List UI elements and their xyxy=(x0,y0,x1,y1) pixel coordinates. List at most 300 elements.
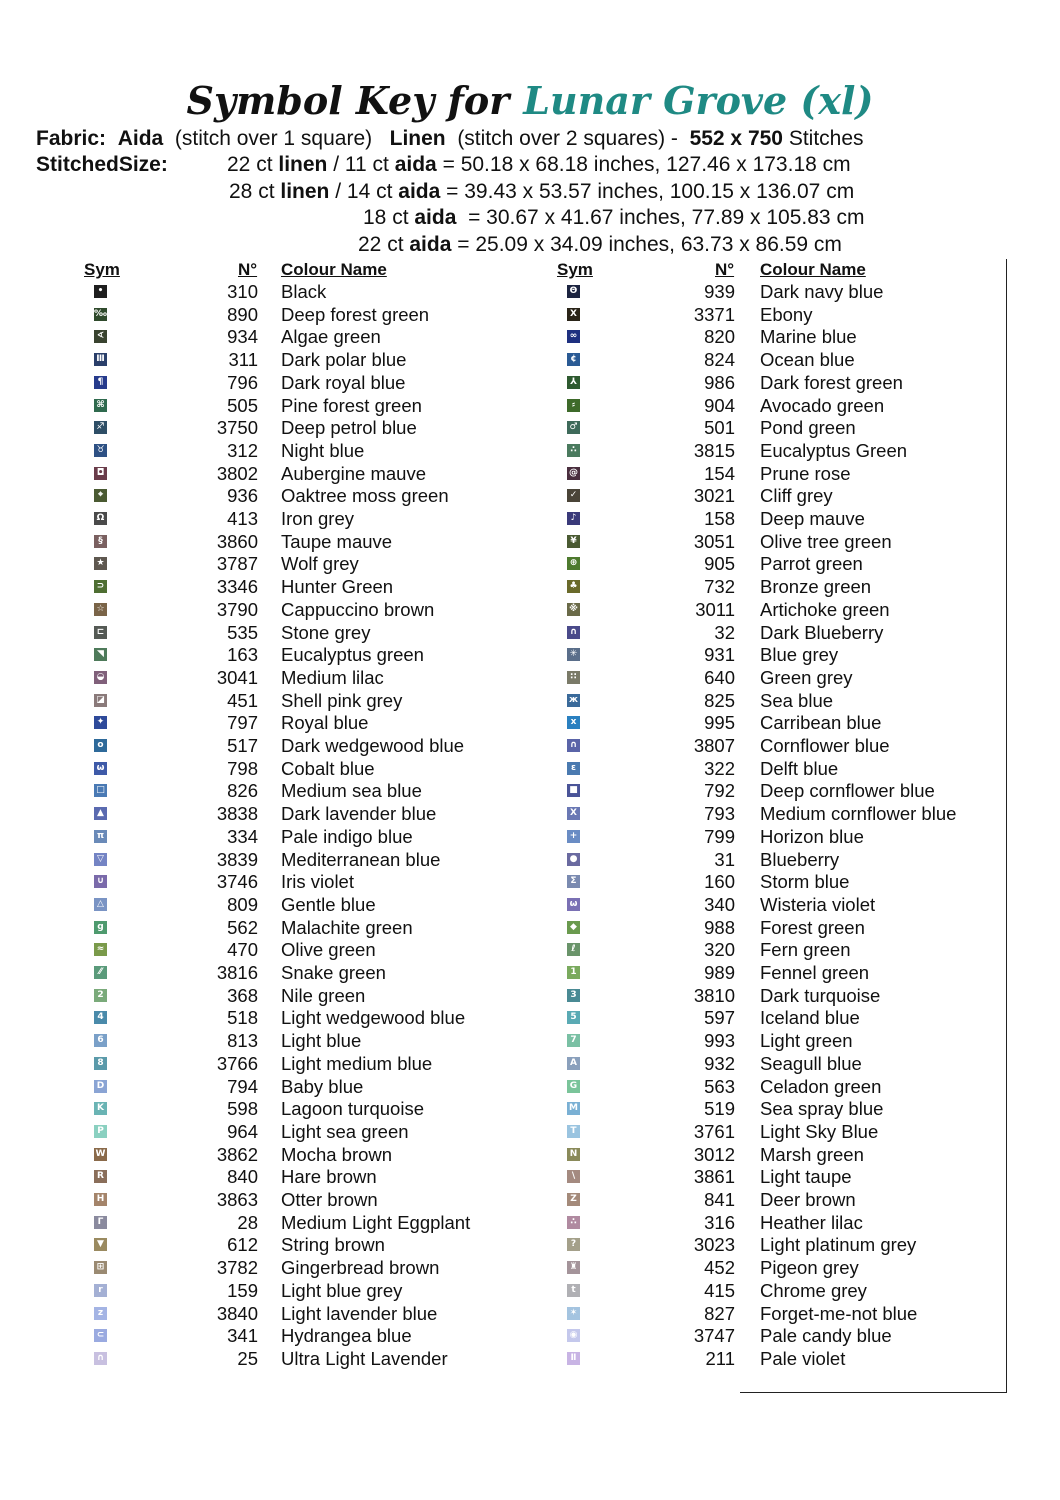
color-number: 562 xyxy=(227,916,258,938)
colour-name: Olive tree green xyxy=(760,530,892,552)
color-number: 825 xyxy=(704,689,735,711)
color-number: 505 xyxy=(227,394,258,416)
symbol-swatch: ✦ xyxy=(94,716,107,729)
colour-name: Storm blue xyxy=(760,871,850,893)
colour-name: Deep forest green xyxy=(281,303,430,325)
key-row xyxy=(0,531,1000,554)
symbol-swatch: ⊏ xyxy=(94,626,107,639)
color-number: 598 xyxy=(227,1098,258,1120)
colour-name: Hare brown xyxy=(281,1166,377,1188)
key-row xyxy=(0,667,1000,690)
color-number: 612 xyxy=(227,1234,258,1256)
key-row xyxy=(0,1098,1000,1121)
key-row xyxy=(0,1076,1000,1099)
symbol-swatch: ◥ xyxy=(94,648,107,661)
key-row xyxy=(0,803,1000,826)
key-row xyxy=(0,690,1000,713)
symbol-swatch: Σ xyxy=(567,875,580,888)
color-number: 470 xyxy=(227,939,258,961)
colour-name: Prune rose xyxy=(760,462,851,484)
colour-name: Sea spray blue xyxy=(760,1098,884,1120)
colour-name: Stone grey xyxy=(281,621,371,643)
colour-name: Blueberry xyxy=(760,848,840,870)
fabric-linen: Linen xyxy=(389,127,446,150)
bottom-border-line xyxy=(740,1392,1007,1393)
colour-name: Cappuccino brown xyxy=(281,598,435,620)
colour-name: Pine forest green xyxy=(281,394,422,416)
color-number: 934 xyxy=(227,326,258,348)
color-number: 964 xyxy=(227,1120,258,1142)
colour-name: Eucalyptus green xyxy=(281,644,424,666)
color-number: 3863 xyxy=(216,1189,258,1210)
key-row xyxy=(0,1144,1000,1167)
symbol-swatch: ♐ xyxy=(94,421,107,434)
key-row xyxy=(0,372,1000,395)
right-border-line xyxy=(1006,259,1007,1393)
color-number: 3816 xyxy=(216,962,258,983)
colour-name: Snake green xyxy=(281,962,386,983)
color-number: 939 xyxy=(704,281,735,302)
symbol-swatch: ♪ xyxy=(567,512,580,525)
symbol-swatch: ж xyxy=(567,694,580,707)
colour-name: Parrot green xyxy=(760,553,863,575)
symbol-swatch: 2 xyxy=(94,989,107,1002)
fabric-linen-note: (stitch over 2 squares) - xyxy=(457,127,678,150)
colour-name: Artichoke green xyxy=(760,598,890,620)
stitched-size-line: 28 ct linen / 14 ct aida = 39.43 x 53.57 inches, 100.15 x 136.07 cm xyxy=(229,180,855,203)
key-row xyxy=(0,1234,1000,1257)
color-number: 827 xyxy=(704,1302,735,1324)
stitched-size-line: 22 ct linen / 11 ct aida = 50.18 x 68.18 inches, 127.46 x 173.18 cm xyxy=(227,153,851,176)
key-row xyxy=(0,735,1000,758)
color-number: 3012 xyxy=(693,1143,735,1165)
fabric-aida: Aida xyxy=(117,127,164,150)
stitched-size-line: 22 ct aida = 25.09 x 34.09 inches, 63.73 x 86.59 cm xyxy=(358,233,842,256)
colour-name: Heather lilac xyxy=(760,1211,863,1233)
symbol-swatch: ⌘ xyxy=(94,399,107,412)
color-number: 796 xyxy=(227,371,258,393)
colour-name: Light wedgewood blue xyxy=(281,1007,466,1029)
colour-name: Otter brown xyxy=(281,1189,378,1210)
key-row xyxy=(0,281,1000,304)
colour-name: Chrome grey xyxy=(760,1279,867,1301)
header-sym-right: Sym xyxy=(557,260,593,279)
colour-name: Dark forest green xyxy=(760,371,903,393)
color-number: 3787 xyxy=(216,553,258,575)
colour-name: Oaktree moss green xyxy=(281,485,449,507)
symbol-swatch: ⸗ xyxy=(567,399,580,412)
color-number: 3021 xyxy=(693,485,735,507)
colour-name: Light green xyxy=(760,1030,853,1052)
colour-name: Deep mauve xyxy=(760,508,865,529)
color-number: 995 xyxy=(704,712,735,734)
header-name-right: Colour Name xyxy=(760,260,866,279)
symbol-swatch: ▲ xyxy=(94,807,107,820)
colour-name: Mocha brown xyxy=(281,1143,393,1165)
colour-name: Dark navy blue xyxy=(760,281,884,302)
color-number: 640 xyxy=(704,666,735,688)
symbol-swatch: § xyxy=(94,535,107,548)
symbol-swatch: ? xyxy=(567,1238,580,1251)
symbol-swatch: 6 xyxy=(94,1034,107,1047)
colour-name: Lagoon turquoise xyxy=(281,1098,424,1120)
color-number: 563 xyxy=(704,1075,735,1097)
symbol-swatch: Ⅲ xyxy=(94,353,107,366)
color-number: 3750 xyxy=(216,417,258,439)
color-number: 932 xyxy=(704,1052,735,1074)
key-row xyxy=(0,644,1000,667)
symbol-swatch: ■ xyxy=(567,784,580,797)
colour-name: Blue grey xyxy=(760,644,839,666)
color-number: 840 xyxy=(227,1166,258,1188)
color-number: 312 xyxy=(227,439,258,461)
colour-name: Forest green xyxy=(760,916,865,938)
symbol-swatch: ✳ xyxy=(567,648,580,661)
color-number: 798 xyxy=(227,757,258,779)
colour-name: Pigeon grey xyxy=(760,1257,859,1279)
color-number: 3839 xyxy=(216,848,258,870)
colour-name: Fennel green xyxy=(760,962,870,983)
colour-name: Dark royal blue xyxy=(281,371,406,393)
key-row xyxy=(0,1257,1000,1280)
symbol-swatch: ∴ xyxy=(567,444,580,457)
colour-name: Delft blue xyxy=(760,757,839,779)
color-number: 154 xyxy=(704,462,735,484)
header-sym-left: Sym xyxy=(84,260,120,279)
symbol-swatch: ★ xyxy=(94,557,107,570)
symbol-swatch: ∪ xyxy=(94,875,107,888)
colour-name: Light lavender blue xyxy=(281,1302,438,1324)
symbol-swatch: ¢ xyxy=(567,353,580,366)
colour-name: Light blue grey xyxy=(281,1279,403,1301)
symbol-swatch: π xyxy=(94,830,107,843)
color-number: 322 xyxy=(704,757,735,779)
colour-name: Medium Light Eggplant xyxy=(281,1211,471,1233)
color-number: 905 xyxy=(704,553,735,575)
symbol-swatch: K xyxy=(94,1102,107,1115)
colour-name: Shell pink grey xyxy=(281,689,403,711)
symbol-swatch: t xyxy=(567,1284,580,1297)
colour-name: Wisteria violet xyxy=(760,893,876,915)
color-number: 3862 xyxy=(216,1143,258,1165)
color-number: 3810 xyxy=(693,984,735,1006)
symbol-swatch: ω xyxy=(567,898,580,911)
color-number: 159 xyxy=(227,1279,258,1301)
symbol-swatch: A xyxy=(567,1057,580,1070)
colour-name: Medium lilac xyxy=(281,666,384,688)
colour-name: Iris violet xyxy=(281,871,354,893)
colour-name: Deep cornflower blue xyxy=(760,780,935,802)
colour-name: Night blue xyxy=(281,439,365,461)
color-number: 160 xyxy=(704,871,735,893)
symbol-swatch: g xyxy=(94,921,107,934)
colour-name: Dark Blueberry xyxy=(760,621,884,643)
color-number: 936 xyxy=(227,485,258,507)
symbol-swatch: ∩ xyxy=(567,626,580,639)
symbol-swatch: ∞ xyxy=(567,330,580,343)
symbol-swatch: ω xyxy=(94,762,107,775)
key-row xyxy=(0,826,1000,849)
symbol-swatch: ☆ xyxy=(94,603,107,616)
symbol-swatch: 7 xyxy=(567,1034,580,1047)
colour-name: Eucalyptus Green xyxy=(760,439,908,461)
key-row xyxy=(0,485,1000,508)
color-number: 890 xyxy=(227,303,258,325)
colour-name: Dark lavender blue xyxy=(281,803,437,825)
key-row xyxy=(0,463,1000,486)
color-number: 797 xyxy=(227,712,258,734)
key-row xyxy=(0,622,1000,645)
symbol-swatch: W xyxy=(95,1148,106,1159)
colour-name: Marsh green xyxy=(760,1143,864,1165)
symbol-swatch: H xyxy=(94,1193,107,1206)
symbol-swatch: ∢ xyxy=(94,330,107,343)
color-number: 341 xyxy=(227,1325,258,1347)
header-num-right: N° xyxy=(715,260,735,279)
color-number: 826 xyxy=(227,780,258,802)
color-number: 163 xyxy=(227,644,258,666)
symbol-swatch: ◘ xyxy=(94,467,107,480)
colour-name: Ocean blue xyxy=(760,349,855,371)
key-row xyxy=(0,871,1000,894)
color-number: 3023 xyxy=(693,1234,735,1256)
color-number: 824 xyxy=(704,349,735,371)
symbol-swatch: ▼ xyxy=(94,1238,107,1251)
colour-name: Carribean blue xyxy=(760,712,882,734)
colour-name: Forget-me-not blue xyxy=(760,1302,918,1324)
symbol-swatch: • xyxy=(94,285,107,298)
color-number: 597 xyxy=(704,1007,735,1029)
symbol-swatch: ◆ xyxy=(567,921,580,934)
color-number: 986 xyxy=(704,371,735,393)
symbol-swatch: \ xyxy=(567,1170,580,1183)
colour-name: Light Sky Blue xyxy=(760,1120,879,1142)
color-number: 3746 xyxy=(216,871,258,893)
header-num-left: N° xyxy=(238,260,258,279)
colour-name: Royal blue xyxy=(281,712,369,734)
color-number: 3815 xyxy=(693,439,735,461)
key-row xyxy=(0,939,1000,962)
color-number: 28 xyxy=(237,1211,258,1233)
key-row xyxy=(0,1121,1000,1144)
key-row xyxy=(0,1053,1000,1076)
symbol-swatch: 8 xyxy=(94,1057,107,1070)
key-row xyxy=(0,985,1000,1008)
symbol-swatch: Ω xyxy=(94,512,107,525)
color-number: 3860 xyxy=(216,530,258,552)
page-title xyxy=(0,78,1060,124)
key-row xyxy=(0,849,1000,872)
fabric-line xyxy=(36,126,864,152)
key-row xyxy=(0,1166,1000,1189)
symbol-swatch: X xyxy=(567,308,580,321)
colour-name: Ebony xyxy=(760,303,813,325)
symbol-swatch: ¶ xyxy=(94,376,107,389)
colour-name: Dark turquoise xyxy=(760,984,881,1006)
stitches-word: Stitches xyxy=(788,127,864,150)
colour-name: Hunter Green xyxy=(281,576,394,598)
color-number: 820 xyxy=(704,326,735,348)
symbol-swatch: ∩ xyxy=(94,1352,107,1365)
color-number: 158 xyxy=(704,508,735,529)
colour-name: Sea blue xyxy=(760,689,834,711)
colour-name: Cliff grey xyxy=(760,485,833,507)
symbol-swatch: ¥ xyxy=(567,535,580,548)
colour-name: Gingerbread brown xyxy=(281,1257,440,1279)
symbol-swatch: ⊂ xyxy=(94,1329,107,1342)
color-number: 501 xyxy=(704,417,735,439)
colour-name: Pale violet xyxy=(760,1347,846,1369)
color-number: 792 xyxy=(704,780,735,802)
key-row xyxy=(0,395,1000,418)
colour-name: Taupe mauve xyxy=(281,530,393,552)
key-row xyxy=(0,962,1000,985)
key-row xyxy=(0,1280,1000,1303)
symbol-swatch: 3 xyxy=(567,989,580,1002)
colour-name: Light taupe xyxy=(760,1166,852,1188)
colour-name: Deer brown xyxy=(760,1189,856,1210)
colour-name: Wolf grey xyxy=(281,553,359,575)
colour-name: Medium sea blue xyxy=(281,780,422,802)
symbol-swatch: ⁄⁄ xyxy=(94,966,107,979)
color-number: 3747 xyxy=(693,1325,735,1347)
colour-name: Malachite green xyxy=(281,916,413,938)
colour-name: Light sea green xyxy=(281,1120,409,1142)
title-prefix: Symbol Key for xyxy=(186,78,510,123)
color-number: 415 xyxy=(704,1279,735,1301)
symbol-swatch: ∴ xyxy=(567,1216,580,1229)
symbol-swatch: ε xyxy=(567,762,580,775)
color-number: 3051 xyxy=(693,530,735,552)
color-number: 320 xyxy=(704,939,735,961)
color-number: 988 xyxy=(704,916,735,938)
key-row xyxy=(0,1007,1000,1030)
color-number: 310 xyxy=(227,281,258,302)
symbol-swatch: ※ xyxy=(567,603,580,616)
color-number: 809 xyxy=(227,893,258,915)
colour-name: Avocado green xyxy=(760,394,885,416)
colour-name: Gentle blue xyxy=(281,893,376,915)
colour-name: Iceland blue xyxy=(760,1007,860,1029)
color-number: 25 xyxy=(237,1347,258,1369)
color-number: 3802 xyxy=(216,462,258,484)
symbol-swatch: D xyxy=(94,1080,107,1093)
color-number: 732 xyxy=(704,576,735,598)
symbol-swatch: ◉ xyxy=(567,1329,580,1342)
key-row xyxy=(0,1325,1000,1348)
colour-name: Seagull blue xyxy=(760,1052,862,1074)
key-row xyxy=(0,1189,1000,1212)
header-name-left: Colour Name xyxy=(281,260,387,279)
symbol-swatch: 5 xyxy=(567,1011,580,1024)
colour-name: Deep petrol blue xyxy=(281,417,417,439)
symbol-swatch: ✶ xyxy=(567,1307,580,1320)
key-row xyxy=(0,758,1000,781)
color-number: 989 xyxy=(704,962,735,983)
symbol-swatch: ⌖ xyxy=(94,489,107,502)
color-number: 3766 xyxy=(216,1052,258,1074)
symbol-swatch: □ xyxy=(94,784,107,797)
key-row xyxy=(0,304,1000,327)
colour-name: Bronze green xyxy=(760,576,872,598)
colour-name: Light blue xyxy=(281,1030,362,1052)
symbol-swatch: 1 xyxy=(567,966,580,979)
color-number: 413 xyxy=(227,508,258,529)
symbol-swatch: Θ xyxy=(567,285,580,298)
color-number: 3041 xyxy=(216,666,258,688)
symbol-swatch: Γ xyxy=(94,1216,107,1229)
key-row xyxy=(0,349,1000,372)
key-row xyxy=(0,712,1000,735)
colour-name: Hydrangea blue xyxy=(281,1325,412,1347)
colour-name: Green grey xyxy=(760,666,853,688)
colour-name: Algae green xyxy=(281,326,381,348)
key-row xyxy=(0,508,1000,531)
colour-name: Baby blue xyxy=(281,1075,364,1097)
key-row xyxy=(0,917,1000,940)
symbol-swatch: ♣ xyxy=(567,580,580,593)
symbol-swatch: ‰ xyxy=(94,308,107,319)
key-row xyxy=(0,1030,1000,1053)
symbol-swatch: ♉ xyxy=(94,444,107,457)
color-number: 794 xyxy=(227,1075,258,1097)
colour-name: Nile green xyxy=(281,984,366,1006)
color-number: 931 xyxy=(704,644,735,666)
symbol-swatch: ∷ xyxy=(567,671,580,684)
symbol-swatch: o xyxy=(94,739,107,752)
symbol-swatch: N xyxy=(567,1148,580,1161)
symbol-swatch: ⅄ xyxy=(567,376,580,389)
pattern-name: Lunar Grove (xl) xyxy=(523,78,874,123)
symbol-swatch: 4 xyxy=(94,1011,107,1024)
symbol-swatch: T xyxy=(567,1125,580,1138)
key-row xyxy=(0,1212,1000,1235)
symbol-swatch: ◪ xyxy=(94,694,107,707)
symbol-swatch: P xyxy=(94,1125,107,1138)
symbol-swatch: ✓ xyxy=(567,489,580,502)
symbol-swatch: @ xyxy=(569,467,578,478)
stitch-count: 552 x 750 xyxy=(689,127,783,150)
stitched-size-label: StitchedSize: xyxy=(36,153,168,176)
stitched-size-line: 18 ct aida = 30.67 x 41.67 inches, 77.89 x 105.83 cm xyxy=(363,206,865,229)
symbol-swatch: ℓ xyxy=(567,943,580,956)
symbol-swatch: Ⅱ xyxy=(567,1352,580,1365)
key-row xyxy=(0,553,1000,576)
colour-name: Horizon blue xyxy=(760,825,864,847)
color-number: 518 xyxy=(227,1007,258,1029)
fabric-label: Fabric: xyxy=(36,127,107,150)
colour-name: Pale candy blue xyxy=(760,1325,892,1347)
color-number: 841 xyxy=(704,1189,735,1210)
colour-name: Olive green xyxy=(281,939,376,961)
colour-name: Fern green xyxy=(760,939,851,961)
color-number: 32 xyxy=(714,621,735,643)
colour-name: Black xyxy=(281,281,327,302)
key-row xyxy=(0,780,1000,803)
color-number: 904 xyxy=(704,394,735,416)
color-number: 993 xyxy=(704,1030,735,1052)
symbol-swatch: ● xyxy=(567,853,580,866)
color-number: 535 xyxy=(227,621,258,643)
symbol-swatch: ♂ xyxy=(567,421,580,434)
symbol-swatch: ⊞ xyxy=(94,1261,107,1274)
color-number: 3782 xyxy=(216,1257,258,1279)
key-row xyxy=(0,326,1000,349)
symbol-swatch: x xyxy=(567,716,580,729)
key-row xyxy=(0,576,1000,599)
color-number: 519 xyxy=(704,1098,735,1120)
colour-name: Dark polar blue xyxy=(281,349,407,371)
